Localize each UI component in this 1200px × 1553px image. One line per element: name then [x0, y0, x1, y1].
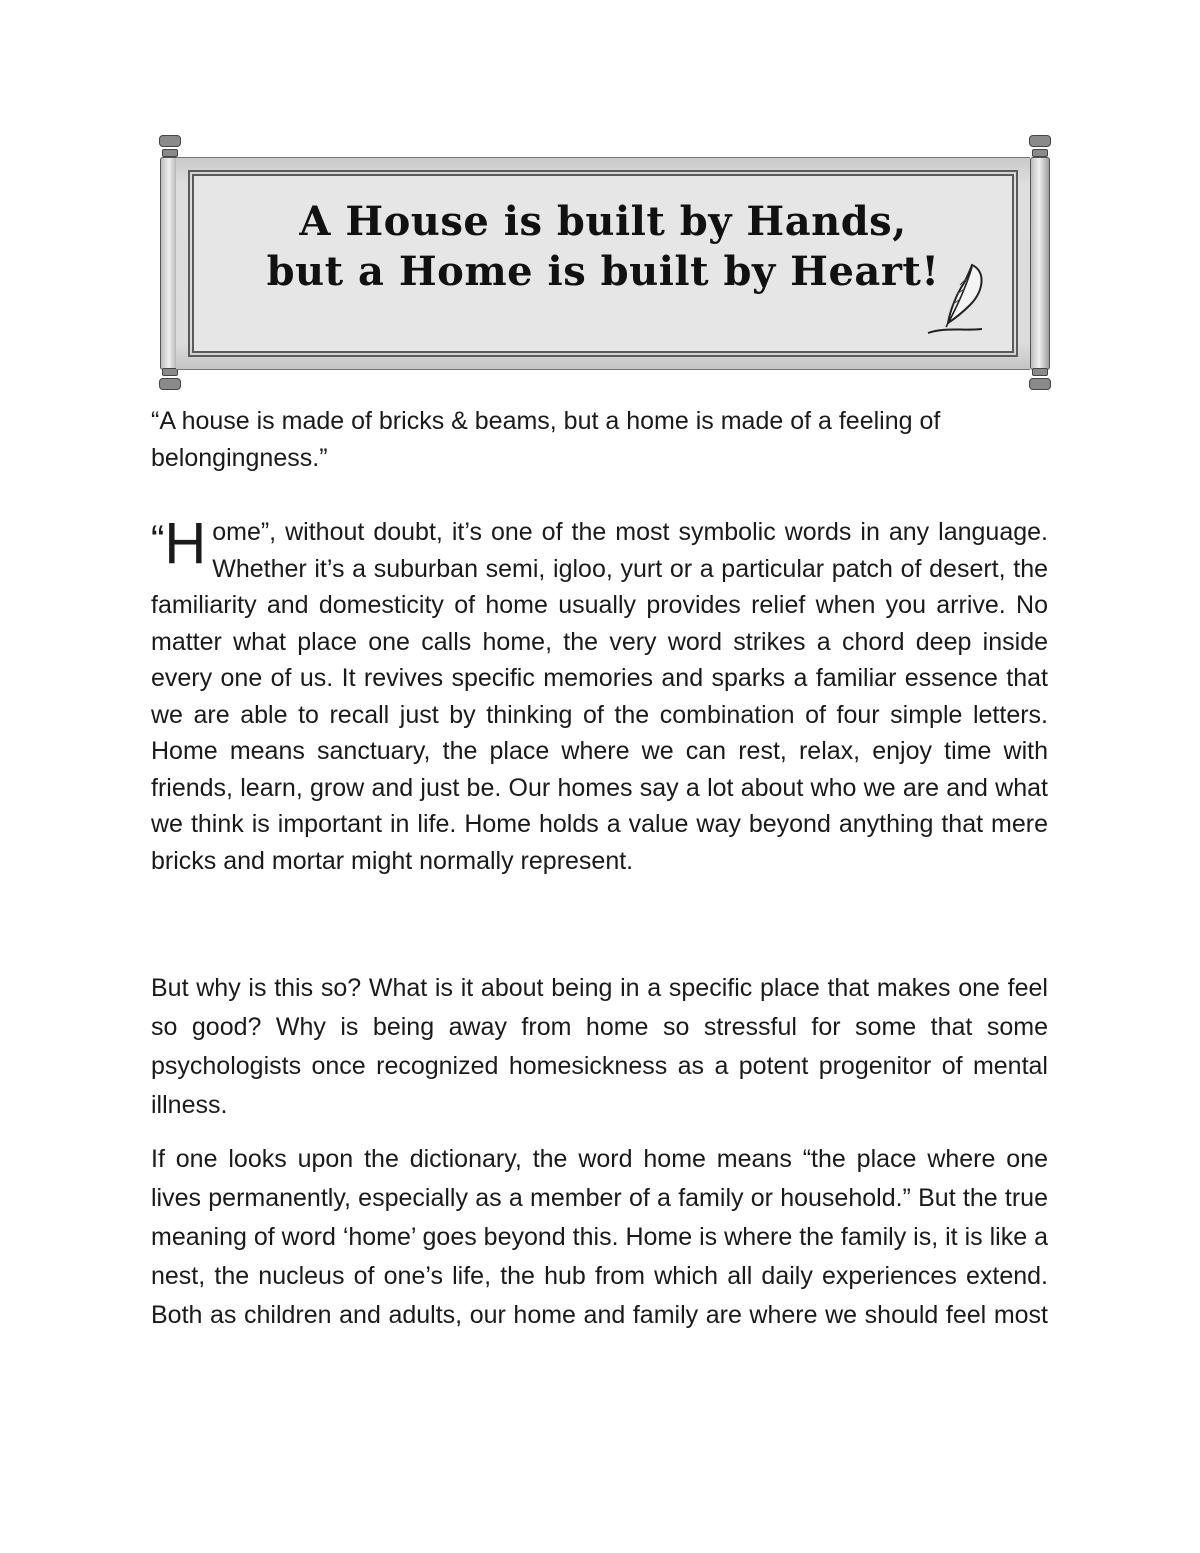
paragraph-2: But why is this so? What is it about being in a specific place that makes one feel so good? Why is being away from home so stressful for some that some psychologists once recognized homesickness as a potent progenitor of mental illness. [151, 974, 1048, 1119]
epigraph-quote: “A house is made of bricks & beams, but a home is made of a feeling of belongingness.” [151, 407, 941, 472]
banner-title-line-1: A House is built by Hands, [299, 198, 907, 245]
title-scroll-banner [150, 135, 1055, 390]
banner-inner-panel [192, 174, 1014, 353]
drop-cap: “H [151, 511, 207, 576]
scroll-sheet [176, 157, 1030, 370]
banner-title-line-2: but a Home is built by Heart! [266, 248, 940, 295]
quill-pen-icon [920, 261, 990, 341]
paragraph-3: If one looks upon the dictionary, the word home means “the place where one lives permanently, especially as a member of a family or household.” But the true meaning of word ‘home’ goes beyond this. Home is where the family is, it is like a nest, the nucleus of one’s life, the hub from which all daily experiences extend. Both as children and adults, our home and family are where we should feel most [151, 1145, 1048, 1329]
paragraph-1-text: ome”, without doubt, it’s one of the most symbolic words in any language. Whether it’s a suburban semi, igloo, yurt or a particular patch of desert, the familiarity and domesticity of home usually provides relief when you arrive. No matter what place one calls home, the very word strikes a chord deep inside every one of us. It revives specific memories and sparks a familiar essence that we are able to recall just by thinking of the combination of four simple letters. Home means sanctuary, the place where we can rest, relax, enjoy time with friends, learn, grow and just be. Our homes say a lot about who we are and what we think is important in life. Home holds a value way beyond anything that mere bricks and mortar might normally represent. [151, 518, 1048, 875]
scroll-rod-right [1028, 135, 1050, 390]
paragraph-1 [151, 511, 1048, 879]
